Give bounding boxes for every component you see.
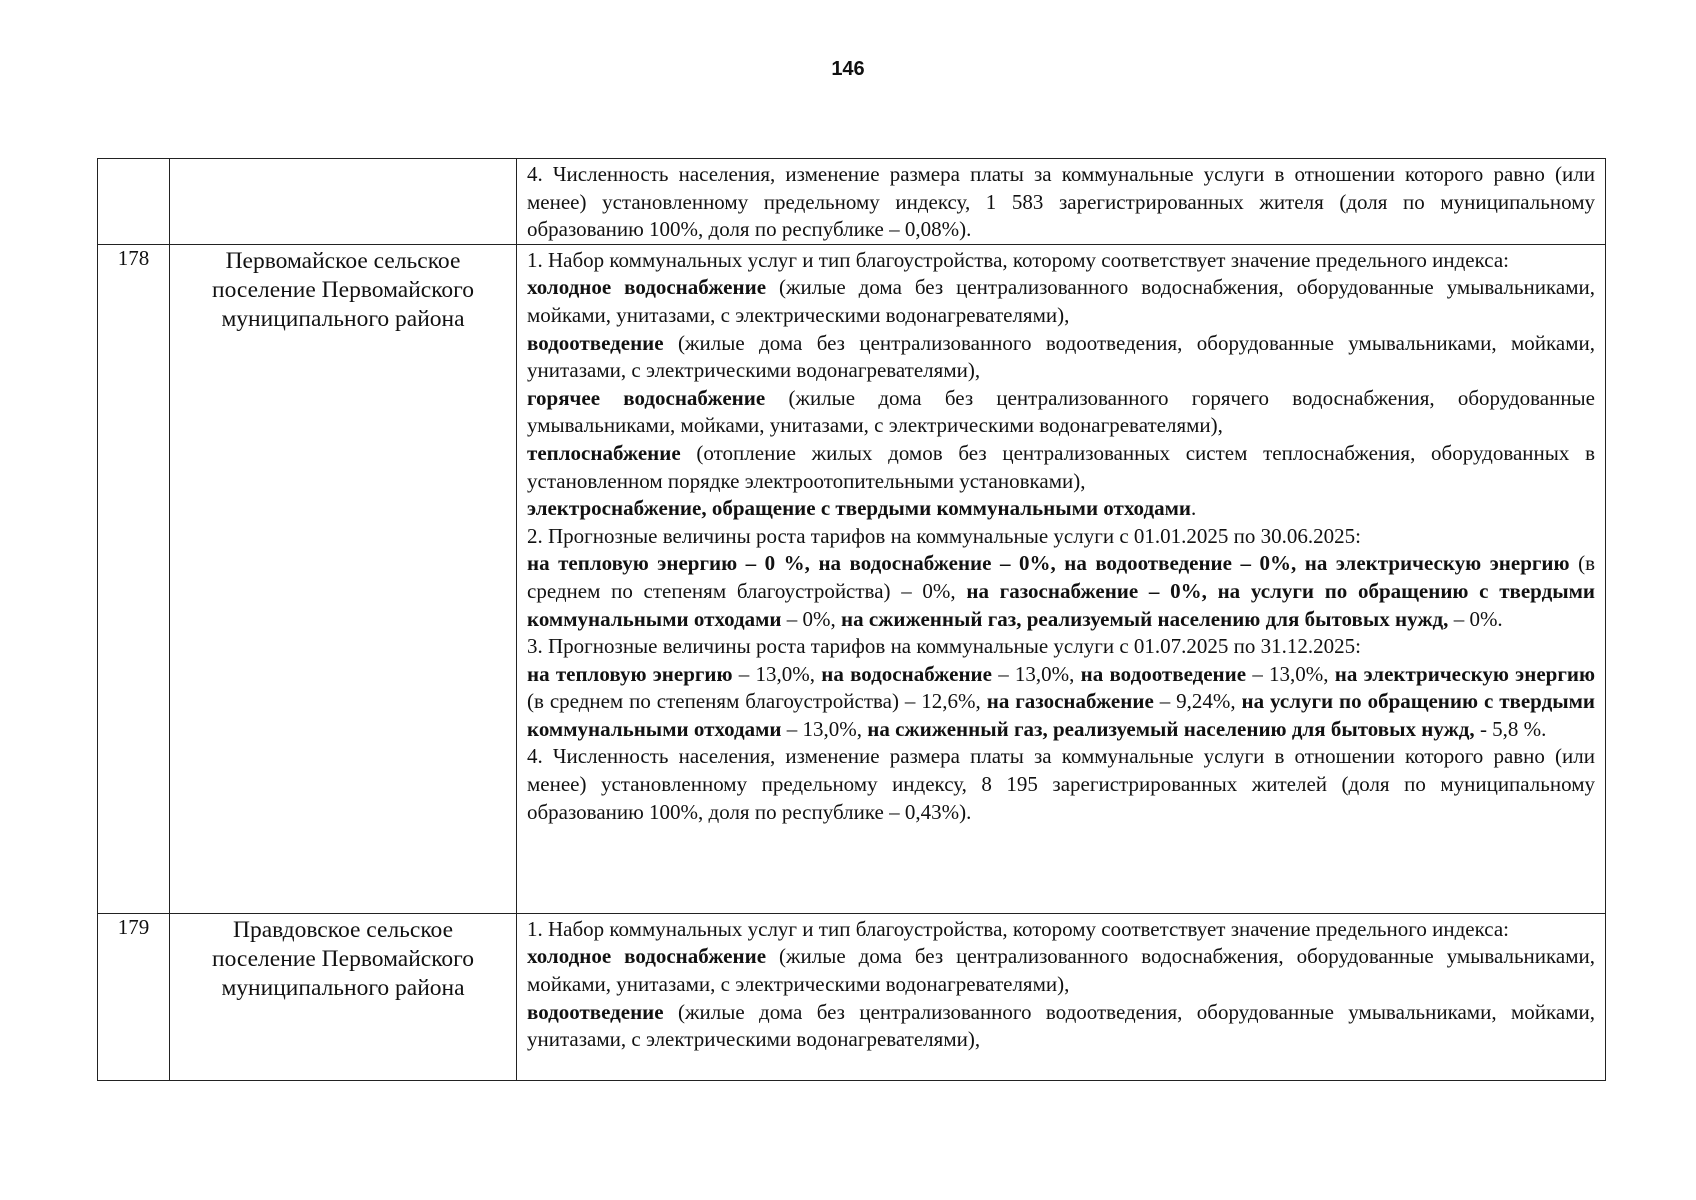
population-paragraph: 4. Численность населения, изменение размера платы за коммунальные услуги в отношении которого равно (или менее) установленному предельному индексу, 1 583 зарегистрированных жителя (доля по муниципальному образованию 100%, доля по республике – 0,08%). bbox=[527, 162, 1595, 242]
services-intro: 1. Набор коммунальных услуг и тип благоустройства, которому соответствует значение предельного индекса: bbox=[527, 916, 1509, 941]
table-row bbox=[98, 159, 1606, 245]
service-electricity: электроснабжение, обращение с твердыми коммунальными отходами. bbox=[527, 496, 1197, 521]
description-cell bbox=[517, 913, 1606, 1080]
tariffs-h2-values: на тепловую энергию – 13,0%, на водоснабжение – 13,0%, на водоотведение – 13,0%, на электрическую энергию (в среднем по степеням благоустройства) – 12,6%, на газоснабжение – 9,24%, на услуги по обращению с твердыми коммунальными отходами – 13,0%, на сжиженный газ, реализуемый населению для бытовых нужд, - 5,8 %. bbox=[527, 661, 1596, 741]
municipality-name-cell: Первомайское сельское поселение Первомайского муниципального района bbox=[170, 244, 517, 913]
tariffs-h1-intro: 2. Прогнозные величины роста тарифов на коммунальные услуги с 01.01.2025 по 30.06.2025: bbox=[527, 523, 1361, 548]
municipality-name-cell bbox=[170, 159, 517, 245]
table-row bbox=[98, 244, 1606, 913]
service-heating: теплоснабжение (отопление жилых домов без централизованных систем теплоснабжения, оборудованных в установленном порядке электроотопительными установками), bbox=[527, 440, 1595, 493]
tariffs-h1-values: на тепловую энергию – 0 %, на водоснабжение – 0%, на водоотведение – 0%, на электрическую энергию (в среднем по степеням благоустройства) – 0%, на газоснабжение – 0%, на услуги по обращению с твердыми коммунальными отходами – 0%, на сжиженный газ, реализуемый населению для бытовых нужд, – 0%. bbox=[527, 551, 1596, 631]
tariffs-h2-intro: 3. Прогнозные величины роста тарифов на коммунальные услуги с 01.07.2025 по 31.12.2025: bbox=[527, 634, 1361, 659]
service-cold-water: холодное водоснабжение (жилые дома без централизованного водоснабжения, оборудованные умывальниками, мойками, унитазами, с электрическими водонагревателями), bbox=[527, 275, 1595, 327]
services-intro: 1. Набор коммунальных услуг и тип благоустройства, которому соответствует значение предельного индекса: bbox=[527, 247, 1509, 272]
row-number-cell bbox=[98, 159, 170, 245]
table-row bbox=[98, 913, 1606, 1080]
service-cold-water: холодное водоснабжение (жилые дома без централизованного водоснабжения, оборудованные умывальниками, мойками, унитазами, с электрическими водонагревателями), bbox=[527, 944, 1595, 996]
municipalities-table bbox=[97, 158, 1606, 1081]
row-number-cell: 179 bbox=[98, 913, 170, 1080]
page-number: 146 bbox=[831, 58, 865, 80]
population-paragraph: 4. Численность населения, изменение размера платы за коммунальные услуги в отношении которого равно (или менее) установленному предельному индексу, 8 195 зарегистрированных жителей (доля по муниципальному образованию 100%, доля по республике – 0,43%). bbox=[527, 744, 1595, 824]
description-cell bbox=[517, 159, 1606, 245]
service-drainage: водоотведение (жилые дома без централизованного водоотведения, оборудованные умывальниками, мойками, унитазами, с электрическими водонагревателями), bbox=[527, 999, 1595, 1052]
row-number-cell: 178 bbox=[98, 244, 170, 913]
service-drainage: водоотведение (жилые дома без централизованного водоотведения, оборудованные умывальниками, мойками, унитазами, с электрическими водонагревателями), bbox=[527, 330, 1595, 383]
service-hot-water: горячее водоснабжение (жилые дома без централизованного горячего водоснабжения, оборудованные умывальниками, мойками, унитазами, с электрическими водонагревателями), bbox=[527, 385, 1595, 438]
description-cell bbox=[517, 244, 1606, 913]
municipality-name-cell: Правдовское сельское поселение Первомайского муниципального района bbox=[170, 913, 517, 1080]
